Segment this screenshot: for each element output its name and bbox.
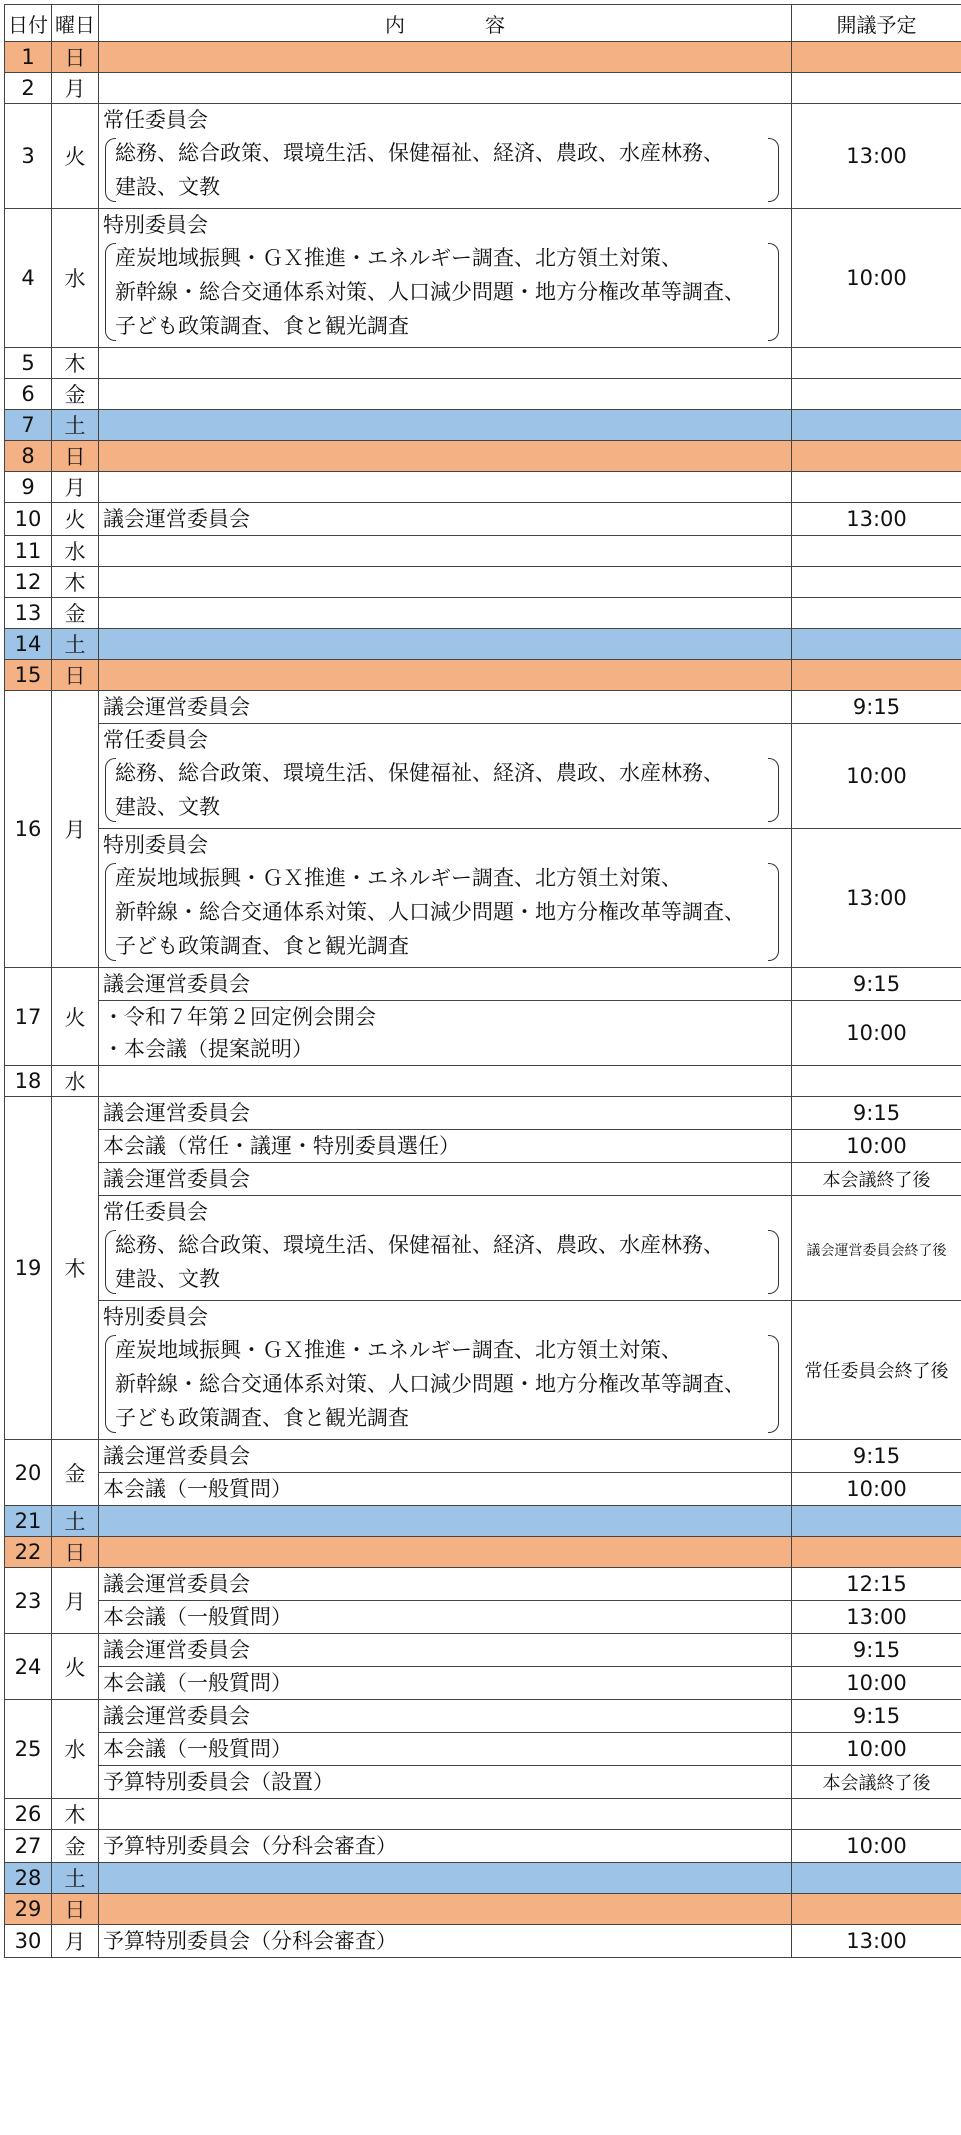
date-cell: 11 xyxy=(5,536,52,567)
time-cell xyxy=(792,42,961,73)
committee-list-line: 総務、総合政策、環境生活、保健福祉、経済、農政、水産林務、 xyxy=(115,141,724,165)
time-cell xyxy=(792,829,961,968)
content-title: 議会運営委員会 xyxy=(103,1704,250,1728)
date-cell: 15 xyxy=(5,660,52,691)
content-title: 常任委員会 xyxy=(103,1200,208,1224)
time-cell xyxy=(792,379,961,410)
weekday-cell: 火 xyxy=(52,503,99,536)
table-row xyxy=(5,379,961,410)
weekday-cell: 木 xyxy=(52,1799,99,1830)
weekday-cell: 月 xyxy=(52,1925,99,1958)
time-cell xyxy=(792,567,961,598)
committee-list xyxy=(105,136,779,204)
date-cell: 23 xyxy=(5,1568,52,1634)
table-row xyxy=(5,1894,961,1925)
committee-list-line: 建設、文教 xyxy=(115,1267,220,1291)
committee-list xyxy=(105,861,779,963)
time-cell xyxy=(792,1130,961,1163)
weekday-cell: 土 xyxy=(52,1863,99,1894)
weekday-cell: 木 xyxy=(52,567,99,598)
table-row xyxy=(5,536,961,567)
date-cell: 5 xyxy=(5,348,52,379)
weekday-cell: 土 xyxy=(52,629,99,660)
date-cell: 17 xyxy=(5,968,52,1066)
content-cell xyxy=(99,1601,792,1634)
date-cell: 7 xyxy=(5,410,52,441)
table-row xyxy=(5,1568,961,1601)
date-cell: 20 xyxy=(5,1440,52,1506)
time-cell xyxy=(792,536,961,567)
table-row xyxy=(5,503,961,536)
table-row xyxy=(5,1700,961,1733)
time-cell xyxy=(792,1863,961,1894)
scheduled-time: 9:15 xyxy=(852,1704,901,1728)
time-cell xyxy=(792,1894,961,1925)
weekday-cell: 土 xyxy=(52,1506,99,1537)
table-row xyxy=(5,209,961,348)
content-title: 議会運営委員会 xyxy=(103,507,250,531)
weekday-cell: 日 xyxy=(52,42,99,73)
content-cell xyxy=(99,660,792,691)
content-cell xyxy=(99,1097,792,1130)
time-cell xyxy=(792,1097,961,1130)
table-row xyxy=(5,348,961,379)
weekday-cell: 水 xyxy=(52,536,99,567)
table-row xyxy=(5,410,961,441)
content-cell xyxy=(99,1537,792,1568)
table-row xyxy=(5,1733,961,1766)
committee-list xyxy=(105,1228,779,1296)
table-row xyxy=(5,968,961,1001)
committee-list-line: 建設、文教 xyxy=(115,795,220,819)
content-title: 議会運営委員会 xyxy=(103,1167,250,1191)
table-row xyxy=(5,1601,961,1634)
date-cell: 19 xyxy=(5,1097,52,1440)
time-cell xyxy=(792,1001,961,1066)
committee-list-line: 総務、総合政策、環境生活、保健福祉、経済、農政、水産林務、 xyxy=(115,761,724,785)
scheduled-time: 常任委員会終了後 xyxy=(804,1361,949,1382)
content-cell xyxy=(99,209,792,348)
time-cell xyxy=(792,73,961,104)
content-title: 特別委員会 xyxy=(103,833,208,857)
weekday-cell: 木 xyxy=(52,1097,99,1440)
content-cell xyxy=(99,1925,792,1958)
scheduled-time: 本会議終了後 xyxy=(822,1773,931,1794)
committee-list-line: 建設、文教 xyxy=(115,175,220,199)
content-cell xyxy=(99,1863,792,1894)
time-cell xyxy=(792,209,961,348)
content-cell xyxy=(99,1163,792,1196)
scheduled-time: 13:00 xyxy=(846,1605,907,1629)
content-title: 議会運営委員会 xyxy=(103,972,250,996)
time-cell xyxy=(792,441,961,472)
content-cell xyxy=(99,472,792,503)
time-cell xyxy=(792,472,961,503)
weekday-cell: 金 xyxy=(52,1440,99,1506)
content-cell xyxy=(99,1473,792,1506)
time-cell xyxy=(792,1733,961,1766)
time-cell xyxy=(792,1601,961,1634)
time-cell xyxy=(792,691,961,724)
committee-list xyxy=(105,756,779,824)
table-row xyxy=(5,598,961,629)
content-cell xyxy=(99,691,792,724)
scheduled-time: 10:00 xyxy=(846,1477,907,1501)
content-cell xyxy=(99,42,792,73)
scheduled-time: 10:00 xyxy=(846,764,907,788)
content-cell xyxy=(99,536,792,567)
content-title: 本会議（一般質問） xyxy=(103,1605,292,1629)
content-cell xyxy=(99,1634,792,1667)
time-cell xyxy=(792,348,961,379)
date-cell: 26 xyxy=(5,1799,52,1830)
time-cell xyxy=(792,1506,961,1537)
weekday-cell: 火 xyxy=(52,968,99,1066)
table-row xyxy=(5,104,961,209)
content-cell xyxy=(99,1066,792,1097)
table-row xyxy=(5,1196,961,1301)
content-title: 常任委員会 xyxy=(103,728,208,752)
time-cell xyxy=(792,1700,961,1733)
weekday-cell: 火 xyxy=(52,104,99,209)
time-cell xyxy=(792,598,961,629)
content-title: 議会運営委員会 xyxy=(103,1101,250,1125)
date-cell: 25 xyxy=(5,1700,52,1799)
time-cell xyxy=(792,1568,961,1601)
content-cell xyxy=(99,1733,792,1766)
weekday-cell: 金 xyxy=(52,1830,99,1863)
scheduled-time: 13:00 xyxy=(846,886,907,910)
content-cell xyxy=(99,1667,792,1700)
header-date: 日付 xyxy=(5,5,52,42)
content-line: ・本会議（提案説明） xyxy=(103,1037,313,1061)
date-cell: 28 xyxy=(5,1863,52,1894)
content-title: 本会議（一般質問） xyxy=(103,1671,292,1695)
weekday-cell: 日 xyxy=(52,1894,99,1925)
content-cell xyxy=(99,348,792,379)
table-row xyxy=(5,1440,961,1473)
content-cell xyxy=(99,724,792,829)
date-cell: 4 xyxy=(5,209,52,348)
content-cell xyxy=(99,598,792,629)
weekday-cell: 月 xyxy=(52,472,99,503)
weekday-cell: 日 xyxy=(52,660,99,691)
time-cell xyxy=(792,1163,961,1196)
table-row xyxy=(5,1097,961,1130)
scheduled-time: 9:15 xyxy=(852,1444,901,1468)
table-row xyxy=(5,441,961,472)
committee-list-line: 産炭地域振興・ＧＸ推進・エネルギー調査、北方領土対策、 xyxy=(115,246,682,270)
table-row xyxy=(5,691,961,724)
weekday-cell: 日 xyxy=(52,1537,99,1568)
date-cell: 13 xyxy=(5,598,52,629)
table-row xyxy=(5,1799,961,1830)
content-title: 本会議（常任・議運・特別委員選任） xyxy=(103,1134,460,1158)
weekday-cell: 水 xyxy=(52,209,99,348)
content-cell xyxy=(99,1301,792,1440)
schedule-table xyxy=(4,4,961,1958)
weekday-cell: 木 xyxy=(52,348,99,379)
weekday-cell: 水 xyxy=(52,1700,99,1799)
weekday-cell: 水 xyxy=(52,1066,99,1097)
table-row xyxy=(5,1667,961,1700)
content-cell xyxy=(99,104,792,209)
date-cell: 8 xyxy=(5,441,52,472)
date-cell: 3 xyxy=(5,104,52,209)
weekday-cell: 日 xyxy=(52,441,99,472)
date-cell: 14 xyxy=(5,629,52,660)
time-cell xyxy=(792,1196,961,1301)
scheduled-time: 13:00 xyxy=(846,144,907,168)
committee-list xyxy=(105,1333,779,1435)
date-cell: 6 xyxy=(5,379,52,410)
content-title: 議会運営委員会 xyxy=(103,695,250,719)
scheduled-time: 9:15 xyxy=(852,695,901,719)
table-row xyxy=(5,724,961,829)
time-cell xyxy=(792,968,961,1001)
weekday-cell: 土 xyxy=(52,410,99,441)
table-row xyxy=(5,1830,961,1863)
table-row xyxy=(5,1001,961,1066)
table-row xyxy=(5,629,961,660)
content-title: 本会議（一般質問） xyxy=(103,1477,292,1501)
table-row xyxy=(5,1537,961,1568)
content-cell xyxy=(99,1568,792,1601)
scheduled-time: 9:15 xyxy=(852,1638,901,1662)
scheduled-time: 9:15 xyxy=(852,1101,901,1125)
time-cell xyxy=(792,1066,961,1097)
content-cell xyxy=(99,441,792,472)
content-title: 議会運営委員会 xyxy=(103,1444,250,1468)
content-cell xyxy=(99,1506,792,1537)
scheduled-time: 13:00 xyxy=(846,507,907,531)
date-cell: 22 xyxy=(5,1537,52,1568)
committee-list-line: 新幹線・総合交通体系対策、人口減少問題・地方分権改革等調査、 xyxy=(115,900,745,924)
content-title: 議会運営委員会 xyxy=(103,1638,250,1662)
committee-list-line: 新幹線・総合交通体系対策、人口減少問題・地方分権改革等調査、 xyxy=(115,280,745,304)
table-row xyxy=(5,472,961,503)
content-title: 予算特別委員会（分科会審査） xyxy=(103,1929,397,1953)
content-cell xyxy=(99,629,792,660)
content-cell xyxy=(99,1830,792,1863)
scheduled-time: 10:00 xyxy=(846,266,907,290)
table-row xyxy=(5,1473,961,1506)
date-cell: 9 xyxy=(5,472,52,503)
content-title: 常任委員会 xyxy=(103,108,208,132)
date-cell: 24 xyxy=(5,1634,52,1700)
date-cell: 2 xyxy=(5,73,52,104)
weekday-cell: 金 xyxy=(52,379,99,410)
content-title: 議会運営委員会 xyxy=(103,1572,250,1596)
date-cell: 10 xyxy=(5,503,52,536)
date-cell: 29 xyxy=(5,1894,52,1925)
time-cell xyxy=(792,1766,961,1799)
table-row xyxy=(5,42,961,73)
content-cell xyxy=(99,1700,792,1733)
table-row xyxy=(5,829,961,968)
time-cell xyxy=(792,104,961,209)
scheduled-time: 10:00 xyxy=(846,1134,907,1158)
date-cell: 27 xyxy=(5,1830,52,1863)
date-cell: 12 xyxy=(5,567,52,598)
scheduled-time: 10:00 xyxy=(846,1737,907,1761)
header-weekday: 曜日 xyxy=(52,5,99,42)
content-cell xyxy=(99,379,792,410)
table-row xyxy=(5,1130,961,1163)
table-row xyxy=(5,1766,961,1799)
time-cell xyxy=(792,660,961,691)
content-title: 予算特別委員会（設置） xyxy=(103,1770,334,1794)
time-cell xyxy=(792,1667,961,1700)
time-cell xyxy=(792,1440,961,1473)
scheduled-time: 本会議終了後 xyxy=(822,1170,931,1191)
committee-list-line: 新幹線・総合交通体系対策、人口減少問題・地方分権改革等調査、 xyxy=(115,1372,745,1396)
date-cell: 16 xyxy=(5,691,52,968)
table-row xyxy=(5,1863,961,1894)
date-cell: 21 xyxy=(5,1506,52,1537)
time-cell xyxy=(792,724,961,829)
committee-list-line: 総務、総合政策、環境生活、保健福祉、経済、農政、水産林務、 xyxy=(115,1233,724,1257)
scheduled-time: 議会運営委員会終了後 xyxy=(806,1243,947,1259)
date-cell: 18 xyxy=(5,1066,52,1097)
scheduled-time: 13:00 xyxy=(846,1929,907,1953)
content-title: 特別委員会 xyxy=(103,213,208,237)
content-cell xyxy=(99,410,792,441)
table-row xyxy=(5,1925,961,1958)
scheduled-time: 10:00 xyxy=(846,1671,907,1695)
weekday-cell: 金 xyxy=(52,598,99,629)
table-row xyxy=(5,567,961,598)
content-cell xyxy=(99,73,792,104)
content-title: 本会議（一般質問） xyxy=(103,1737,292,1761)
weekday-cell: 火 xyxy=(52,1634,99,1700)
content-cell xyxy=(99,1766,792,1799)
content-cell xyxy=(99,829,792,968)
table-row xyxy=(5,73,961,104)
time-cell xyxy=(792,1473,961,1506)
content-cell xyxy=(99,1196,792,1301)
weekday-cell: 月 xyxy=(52,691,99,968)
table-row xyxy=(5,1506,961,1537)
table-row xyxy=(5,660,961,691)
committee-list-line: 産炭地域振興・ＧＸ推進・エネルギー調査、北方領土対策、 xyxy=(115,1338,682,1362)
time-cell xyxy=(792,1634,961,1667)
content-cell xyxy=(99,567,792,598)
time-cell xyxy=(792,1925,961,1958)
weekday-cell: 月 xyxy=(52,73,99,104)
time-cell xyxy=(792,1301,961,1440)
scheduled-time: 10:00 xyxy=(846,1834,907,1858)
scheduled-time: 12:15 xyxy=(846,1572,907,1596)
time-cell xyxy=(792,410,961,441)
header-row xyxy=(5,5,961,42)
time-cell xyxy=(792,1830,961,1863)
content-cell xyxy=(99,968,792,1001)
time-cell xyxy=(792,1799,961,1830)
committee-list-line: 子ども政策調査、食と観光調査 xyxy=(115,934,409,958)
table-row xyxy=(5,1163,961,1196)
table-row xyxy=(5,1301,961,1440)
content-cell xyxy=(99,1799,792,1830)
header-content: 内 容 xyxy=(99,5,792,42)
committee-list-line: 産炭地域振興・ＧＸ推進・エネルギー調査、北方領土対策、 xyxy=(115,866,682,890)
time-cell xyxy=(792,503,961,536)
table-row xyxy=(5,1066,961,1097)
content-cell xyxy=(99,1440,792,1473)
scheduled-time: 10:00 xyxy=(846,1021,907,1045)
weekday-cell: 月 xyxy=(52,1568,99,1634)
content-cell xyxy=(99,1894,792,1925)
content-cell xyxy=(99,503,792,536)
content-cell xyxy=(99,1130,792,1163)
header-time: 開議予定 xyxy=(792,5,961,42)
table-row xyxy=(5,1634,961,1667)
committee-list-line: 子ども政策調査、食と観光調査 xyxy=(115,1406,409,1430)
committee-list-line: 子ども政策調査、食と観光調査 xyxy=(115,314,409,338)
time-cell xyxy=(792,1537,961,1568)
scheduled-time: 9:15 xyxy=(852,972,901,996)
date-cell: 1 xyxy=(5,42,52,73)
content-line: ・令和７年第２回定例会開会 xyxy=(103,1005,376,1029)
content-cell xyxy=(99,1001,792,1066)
content-title: 予算特別委員会（分科会審査） xyxy=(103,1834,397,1858)
date-cell: 30 xyxy=(5,1925,52,1958)
content-title: 特別委員会 xyxy=(103,1305,208,1329)
committee-list xyxy=(105,241,779,343)
time-cell xyxy=(792,629,961,660)
